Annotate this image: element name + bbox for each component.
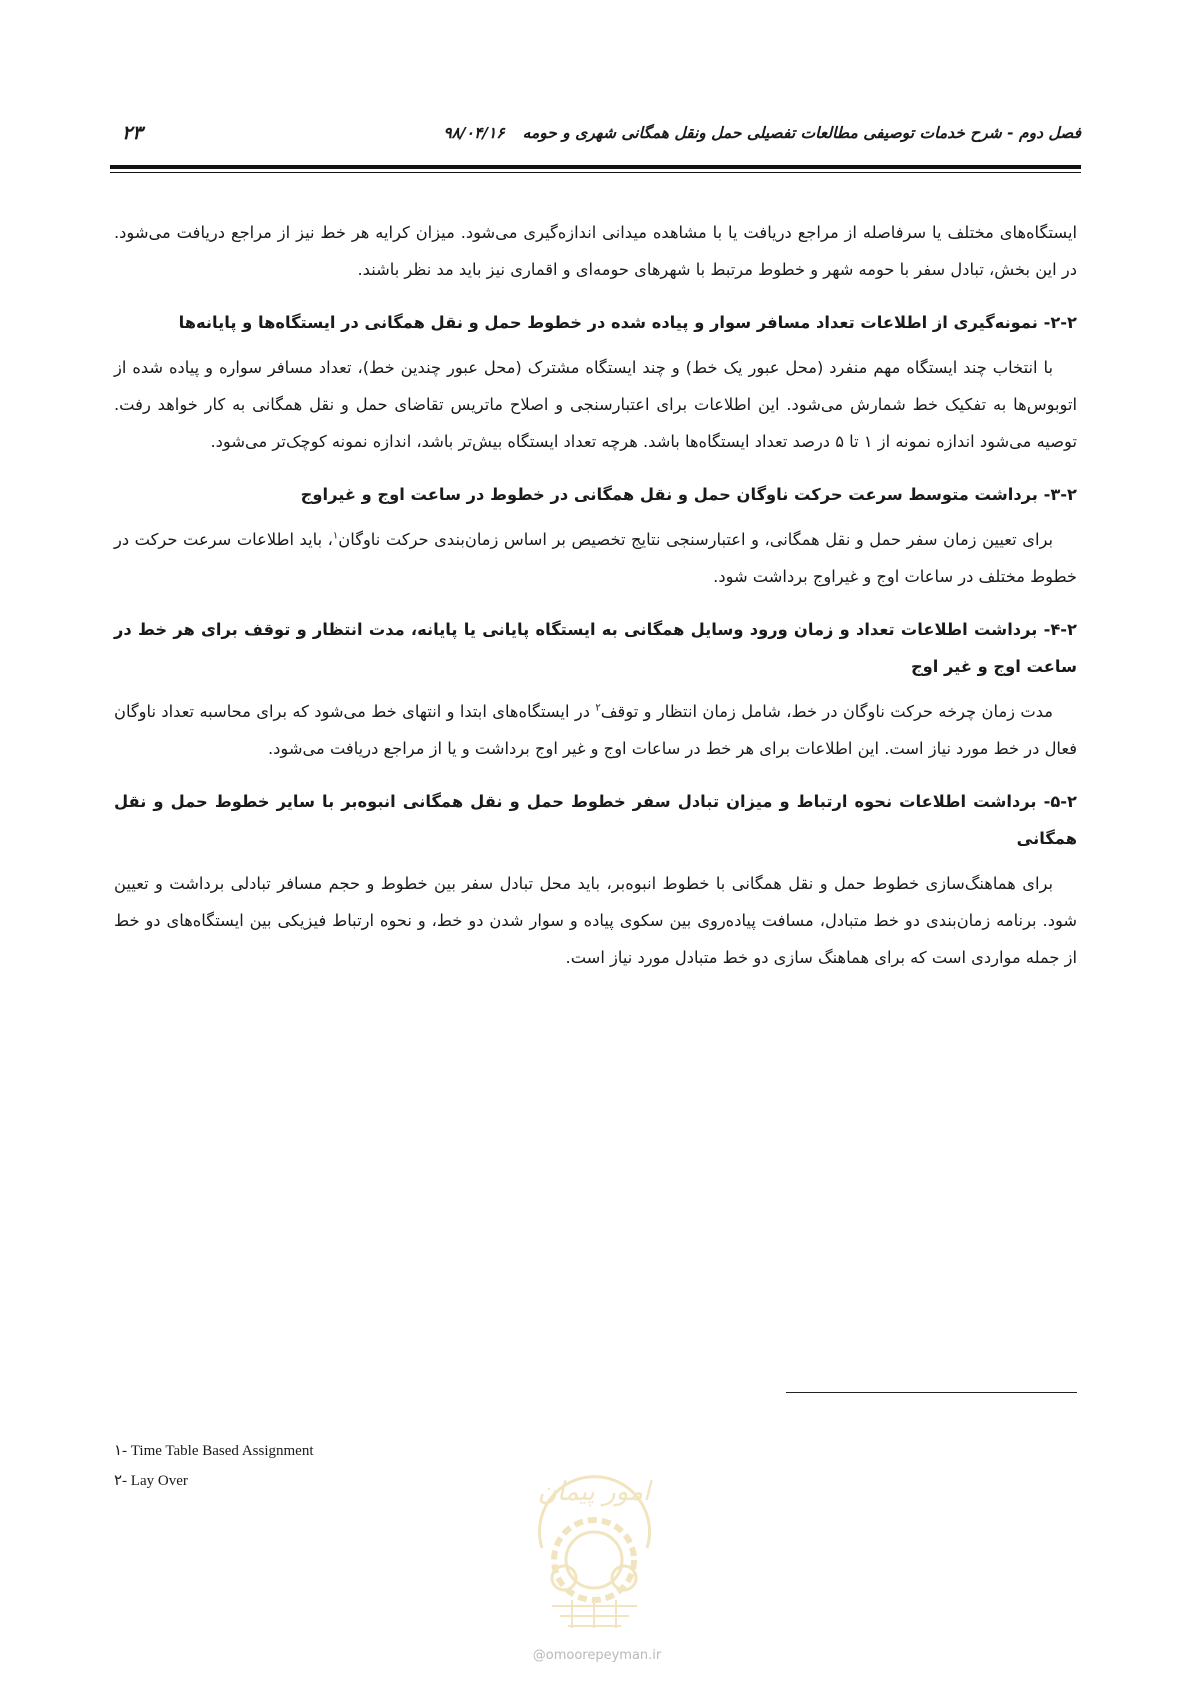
- header-title: فصل دوم - شرح خدمات توصیفی مطالعات تفصیلی حمل ونقل همگانی شهری و حومه: [522, 124, 1081, 142]
- footnote-2: ۲- Lay Over: [114, 1473, 188, 1489]
- section-heading-2-2: ۲-۲- نمونه‌گیری از اطلاعات تعداد مسافر سوار و پیاده شده در خطوط حمل و نقل همگانی در ایستگاه‌ها و پایانه‌ها: [178, 313, 1077, 332]
- footnotes: [114, 1436, 314, 1496]
- section-text-2-5: برای هماهنگ‌سازی خطوط حمل و نقل همگانی با خطوط انبوه‌بر، باید محل تبادل سفر بین خطوط و حجم مسافر تبادلی برداشت و تعیین شود. برنامه زمان‌بندی دو خط متبادل، مسافت پیاده‌روی بین سکوی پیاده و سوار شدن دو خط، و نحوه ارتباط فیزیکی بین ایستگاه‌های دو خط از جمله مواردی است که برای هماهنگ سازی دو خط متبادل مورد نیاز است.: [114, 874, 1077, 967]
- section-text-2-3-b: ، باید اطلاعات سرعت حرکت در خطوط مختلف در ساعات اوج و غیراوج برداشت شود.: [114, 530, 1077, 586]
- page-header: [110, 124, 1081, 154]
- section-heading-2-5: ۵-۲- برداشت اطلاعات نحوه ارتباط و میزان تبادل سفر خطوط حمل و نقل همگانی انبوه‌بر با سایر خطوط حمل و نقل همگانی: [114, 792, 1077, 848]
- footnote-separator: [786, 1392, 1077, 1393]
- footnote-ref-1: ۱: [332, 530, 339, 542]
- section-heading-2-3: ۳-۲- برداشت متوسط سرعت حرکت ناوگان حمل و نقل همگانی در خطوط در ساعت اوج و غیراوج: [300, 485, 1077, 504]
- section-text-2-4-a: مدت زمان چرخه حرکت ناوگان در خط، شامل زمان انتظار و توقف: [600, 702, 1054, 721]
- watermark-logo: [512, 1428, 677, 1628]
- header-date: ۹۸/۰۴/۱۶: [443, 124, 505, 142]
- intro-paragraph: ایستگاه‌های مختلف یا سرفاصله از مراجع دریافت یا با مشاهده میدانی اندازه‌گیری می‌شود. میزان کرایه هر خط نیز از مراجع دریافت می‌شود. در این بخش، تبادل سفر با حومه شهر و خطوط مرتبط با شهرهای حومه‌ای و اقماری نیز باید مد نظر باشند.: [114, 223, 1077, 279]
- section-text-2-3: [114, 521, 1077, 595]
- header-rule-thin: [110, 172, 1081, 173]
- footnote-1: ۱- Time Table Based Assignment: [114, 1443, 314, 1459]
- section-heading-2-4: ۴-۲- برداشت اطلاعات تعداد و زمان ورود وسایل همگانی به ایستگاه پایانی یا پایانه، مدت انتظار و توقف برای هر خط در ساعت اوج و غیر اوج: [114, 620, 1077, 676]
- header-rule-thick: [110, 165, 1081, 169]
- page-number: ۲۳: [122, 122, 143, 144]
- header-title-line: [443, 124, 1081, 142]
- section-text-2-4: [114, 693, 1077, 767]
- footnote-ref-2: ۲: [595, 702, 601, 714]
- section-text-2-4-b: در ایستگاه‌های ابتدا و انتهای خط می‌شود که برای محاسبه تعداد ناوگان فعال در خط مورد نیاز است. این اطلاعات برای هر خط در ساعات اوج و غیر اوج برداشت و یا از مراجع دریافت می‌شود.: [114, 702, 1077, 758]
- section-text-2-3-a: برای تعیین زمان سفر حمل و نقل همگانی، و اعتبارسنجی نتایج تخصیص بر اساس زمان‌بندی حرکت ناوگان: [338, 530, 1053, 549]
- section-text-2-2: با انتخاب چند ایستگاه مهم منفرد (محل عبور یک خط) و چند ایستگاه مشترک (محل عبور چندین خط)، تعداد مسافر سواره و پیاده شده از اتوبوس‌ها به تفکیک خط شمارش می‌شود. این اطلاعات برای اعتبارسنجی و اصلاح ماتریس تقاضای حمل و نقل همگانی به کار خواهد رفت. توصیه می‌شود اندازه نمونه از ۱ تا ۵ درصد تعداد ایستگاه‌ها باشد. هرچه تعداد ایستگاه بیش‌تر باشد، اندازه نمونه کوچک‌تر می‌شود.: [114, 358, 1077, 451]
- page-body: [114, 214, 1077, 976]
- watermark-site: @omoorepeyman.ir: [532, 1648, 662, 1663]
- watermark-logo-text: امور پیمان: [537, 1477, 651, 1507]
